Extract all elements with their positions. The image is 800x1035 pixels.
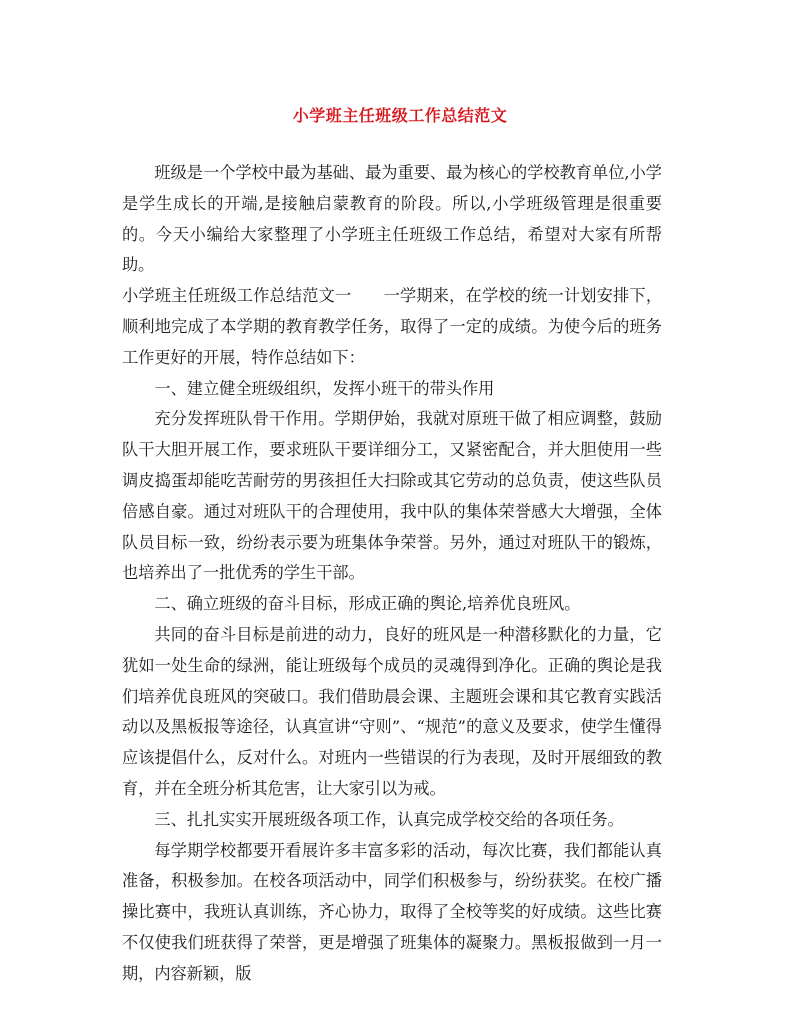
section-heading-2: 二、确立班级的奋斗目标，形成正确的舆论,培养优良班风。: [154, 594, 581, 614]
article-opening: 一学期来，在学校的统一计划安排下，顺利地完成了本学期的教育教学任务，取得了一定的成绩。为使今后的班务工作更好的开展，特作总结如下：: [122, 286, 663, 367]
document-title: 小学班主任班级工作总结范文: [292, 106, 508, 125]
article-label: 小学班主任班级工作总结范文一: [122, 286, 352, 306]
article-paragraph: [122, 281, 662, 373]
section-body-2: 共同的奋斗目标是前进的动力，良好的班风是一种潜移默化的力量，它犹如一处生命的绿洲，能让班级每个成员的灵魂得到净化。正确的舆论是我们培养优良班风的突破口。我们借助晨会课、主题班会课和其它教育实践活动以及黑板报等途径，认真宣讲“守则”、“规范”的意义及要求，使学生懂得应该提倡什么，反对什么。对班内一些错误的行为表现，及时开展细致的教育，并在全班分析其危害，让大家引以为戒。: [122, 624, 662, 798]
document-body: [122, 158, 662, 990]
section-heading-3: 三、扎扎实实开展班级各项工作，认真完成学校交给的各项任务。: [154, 809, 624, 829]
section-body-1: 充分发挥班队骨干作用。学期伊始，我就对原班干做了相应调整，鼓励队干大胆开展工作，要求班队干要详细分工，又紧密配合，并大胆使用一些调皮捣蛋却能吃苦耐劳的男孩担任大扫除或其它劳动的总负责，使这些队员倍感自豪。通过对班队干的合理使用，我中队的集体荣誉感大大增强，全体队员目标一致，纷纷表示要为班集体争荣誉。另外，通过对班队干的锻炼，也培养出了一批优秀的学生干部。: [122, 409, 662, 583]
section-heading-1: 一、建立健全班级组织，发挥小班干的带头作用: [154, 378, 495, 398]
intro-paragraph: 班级是一个学校中最为基础、最为重要、最为核心的学校教育单位,小学是学生成长的开端,是接触启蒙教育的阶段。所以,小学班级管理是很重要的。今天小编给大家整理了小学班主任班级工作总结，希望对大家有所帮助。: [122, 163, 662, 275]
section-body-3: 每学期学校都要开看展许多丰富多彩的活动，每次比赛，我们都能认真准备，积极参加。在校各项活动中，同学们积极参与，纷纷获奖。在校广播操比赛中，我班认真训练，齐心协力，取得了全校等奖的好成绩。这些比赛不仅使我们班获得了荣誉，更是增强了班集体的凝聚力。黑板报做到一月一期，内容新颖，版: [122, 840, 662, 983]
